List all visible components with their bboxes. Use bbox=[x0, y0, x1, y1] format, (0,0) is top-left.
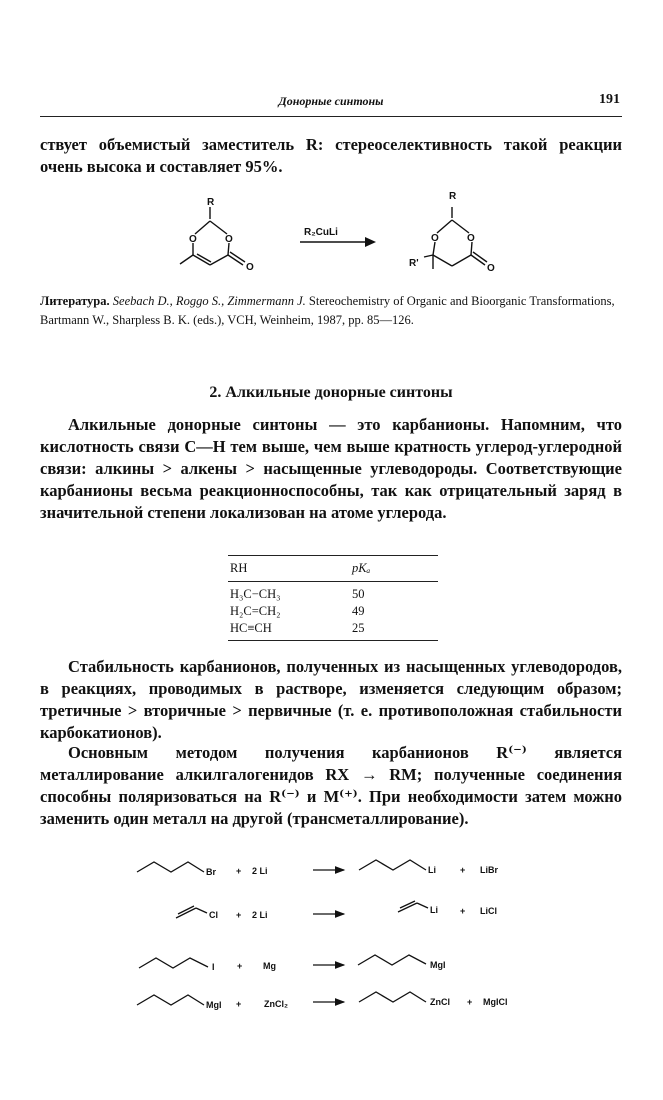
table-row bbox=[228, 620, 438, 641]
reagent: Mg bbox=[263, 961, 276, 971]
left-carbonyl-o-label: O bbox=[246, 262, 254, 273]
product-group: MgI bbox=[430, 960, 446, 970]
reagent: ZnCl₂ bbox=[264, 999, 288, 1009]
literature-source: Stereochemistry of Organic and Bioorganic Transformations, Bartmann W., Sharpless B. K. (eds.), VCH, Weinheim, 1987, pp. 85—126. bbox=[40, 294, 615, 327]
reactant-group: Br bbox=[206, 867, 217, 877]
right-carbonyl-o-label: O bbox=[487, 263, 495, 274]
alkyl-paragraph: Алкильные донорные синтоны — это карбанионы. Напомним, что кислотность связи C—H тем выше, чем выше кратность углерод-углеродной связи: алкины > алкены > насыщенные углеводороды. Соответствующие карбанионы весьма реакционноспособны, так как отрицательный заряд в значительной степени локализован на атоме углерода. bbox=[40, 415, 622, 522]
right-o1-label: O bbox=[431, 233, 439, 244]
plus-sign: + bbox=[236, 866, 242, 876]
literature-authors: Seebach D., Roggo S., Zimmermann J. bbox=[112, 294, 306, 308]
running-title: Донорные синтоны bbox=[278, 94, 384, 108]
byproduct: LiCl bbox=[480, 906, 497, 916]
byproduct: LiBr bbox=[480, 865, 498, 875]
method-paragraph: Основным методом получения карбанионов R⁽⁻⁾ является металлирование алкилгалогенидов RX → RM; полученные соединения способны поляризоваться на R⁽⁻⁾ и M⁽⁺⁾. При необходимости затем можно заменить один металл на другой (трансметаллирование). bbox=[40, 743, 622, 828]
table-cell-pka: 50 bbox=[352, 587, 365, 601]
byproduct: MgICl bbox=[483, 997, 508, 1007]
page-header bbox=[40, 92, 622, 117]
plus-sign: + bbox=[237, 961, 243, 971]
left-o2-label: O bbox=[225, 234, 233, 245]
table-cell-pka: 25 bbox=[352, 621, 365, 635]
column-header-pka: pKₐ bbox=[350, 556, 438, 582]
left-o1-label: O bbox=[189, 234, 197, 245]
pka-table bbox=[228, 555, 438, 641]
reactant-group: Cl bbox=[209, 910, 218, 920]
plus-sign: + bbox=[460, 865, 466, 875]
intro-paragraph: ствует объемистый заместитель R: стереоселективность такой реакции очень высока и составляет 95%. bbox=[40, 135, 622, 176]
reactant-group: MgI bbox=[206, 1000, 222, 1010]
table-cell-compound: H₂C=CH₂ bbox=[230, 604, 281, 618]
table-cell-compound: HC≡CH bbox=[230, 621, 272, 635]
table-cell-compound: H₃C−CH₃ bbox=[230, 587, 281, 601]
reagent: 2 Li bbox=[252, 866, 268, 876]
table-row bbox=[228, 582, 438, 604]
plus-sign: + bbox=[460, 906, 466, 916]
product-group: Li bbox=[430, 905, 438, 915]
right-o2-label: O bbox=[467, 233, 475, 244]
plus-sign: + bbox=[236, 999, 242, 1009]
table-header-row bbox=[228, 556, 438, 582]
stability-paragraph: Стабильность карбанионов, полученных из насыщенных углеводородов, в реакциях, проводимых в растворе, изменяется следующим образом; третичные > вторичные > первичные (т. е. противоположная стабильности карбокатионов). bbox=[40, 657, 622, 742]
dioxinone-scheme bbox=[0, 185, 663, 285]
literature-reference bbox=[40, 292, 622, 330]
reagent: 2 Li bbox=[252, 910, 268, 920]
reactant-group: I bbox=[212, 962, 215, 972]
page-number: 191 bbox=[599, 92, 620, 107]
product-group: Li bbox=[428, 865, 436, 875]
reagent-label: R₂CuLi bbox=[304, 227, 338, 238]
right-r-prime-label: R' bbox=[409, 258, 419, 269]
plus-sign: + bbox=[467, 997, 473, 1007]
plus-sign: + bbox=[236, 910, 242, 920]
table-cell-pka: 49 bbox=[352, 604, 365, 618]
right-r-label: R bbox=[449, 191, 457, 202]
product-group: ZnCl bbox=[430, 997, 450, 1007]
left-r-label: R bbox=[207, 197, 215, 208]
table-row bbox=[228, 603, 438, 620]
literature-label: Литература. bbox=[40, 294, 110, 308]
section-title: 2. Алкильные донорные синтоны bbox=[209, 384, 453, 401]
transmetallation-scheme bbox=[0, 850, 663, 1020]
column-header-rh: RH bbox=[228, 556, 350, 582]
